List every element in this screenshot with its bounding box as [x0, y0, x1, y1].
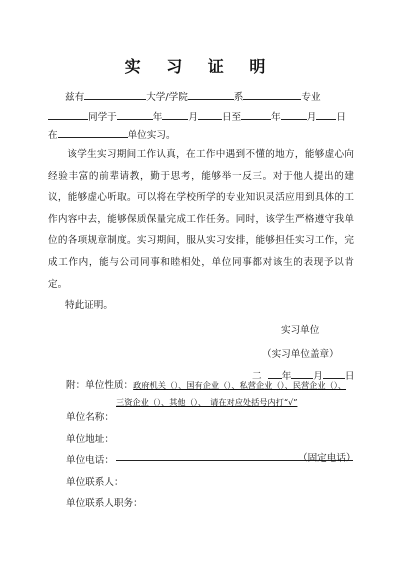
document-title: 实 习 证 明	[124, 57, 276, 76]
end-month-label: 月	[306, 112, 317, 123]
unit-name-field: 单位名称：	[66, 412, 114, 423]
unit-nature-options-2[interactable]	[116, 397, 297, 407]
major-label: 专业	[301, 92, 321, 103]
end-year-blank[interactable]	[241, 109, 271, 120]
date-day-blank[interactable]	[323, 368, 345, 379]
evaluation-paragraph	[48, 144, 354, 295]
start-year-label: 年	[152, 112, 163, 123]
start-day-blank[interactable]	[198, 109, 222, 120]
unit-phone-label: 单位电话：	[66, 455, 114, 466]
unit-nature-options-1[interactable]	[133, 380, 346, 390]
unit-nature-label: 附：单位性质：	[66, 380, 134, 391]
start-day-label: 日至	[221, 112, 242, 123]
unit-contact-title-field: 单位联系人职务：	[66, 498, 143, 509]
student-blank[interactable]	[48, 109, 88, 120]
students-label: 同学于	[88, 112, 117, 123]
unit-address-field: 单位地址：	[66, 434, 114, 445]
intro-line-1	[65, 89, 321, 104]
unit-nature-options-text-1: 政府机关（）、国有企业（）、私营企业（）、民营企业（）、	[133, 380, 347, 390]
date-month-label: 月	[313, 371, 323, 382]
evaluation-text: 该学生实习期间工作认真，在工作中遇到不懂的地方，能够虚心向经验丰富的前辈请教，勤于思考，能够举一反三。对于他人提出的建议，能够虚心听取。可以将在学校所学的专业知识灵活应用到具体的工作内容中去，能够保质保量完成工作任务。同时，该学生严格遵守我单位的各项规章制度。实习期间，服从实习安排，能够担任实习工作，完成工作内，能与公司同事和睦相处，单位同事都对该生的表现予以肯定。	[48, 149, 354, 290]
signature-stamp: （实习单位盖章）	[262, 349, 339, 360]
end-month-blank[interactable]	[281, 109, 307, 120]
unit-nature-row-1	[66, 379, 346, 392]
start-month-blank[interactable]	[162, 109, 188, 120]
end-day-blank[interactable]	[316, 109, 336, 120]
intro-line-3	[48, 127, 176, 142]
date-prefix: 二	[252, 371, 262, 382]
date-month-blank[interactable]	[291, 368, 313, 379]
signature-unit: 实习单位	[281, 325, 320, 336]
department-label: 系	[233, 92, 244, 103]
end-day-label: 日	[336, 112, 346, 123]
unit-nature-options-text-2: 三资企业（）、其他（）、 请在对应处括号内打“√”	[116, 397, 298, 407]
date-year-blank[interactable]	[268, 368, 282, 379]
intro-prefix: 兹有	[65, 92, 85, 103]
intro-line-2	[48, 109, 346, 124]
name-blank[interactable]	[84, 89, 146, 100]
at-label: 在	[48, 130, 58, 141]
end-year-label: 年	[271, 112, 281, 123]
company-blank[interactable]	[58, 127, 128, 138]
closing-text: 特此证明。	[65, 300, 113, 311]
university-blank[interactable]	[188, 89, 234, 100]
date-day-label: 日	[344, 371, 355, 382]
department-blank[interactable]	[243, 89, 301, 100]
university-label: 大学/学院	[146, 92, 188, 103]
phone-suffix: （固定电话）	[298, 453, 356, 464]
unit-contact-field: 单位联系人：	[66, 477, 124, 488]
start-year-blank[interactable]	[117, 109, 153, 120]
unit-internship-label: 单位实习。	[127, 130, 176, 141]
unit-nature-row-2	[116, 396, 297, 409]
start-month-label: 月	[188, 112, 198, 123]
date-year-label: 年	[281, 371, 292, 382]
